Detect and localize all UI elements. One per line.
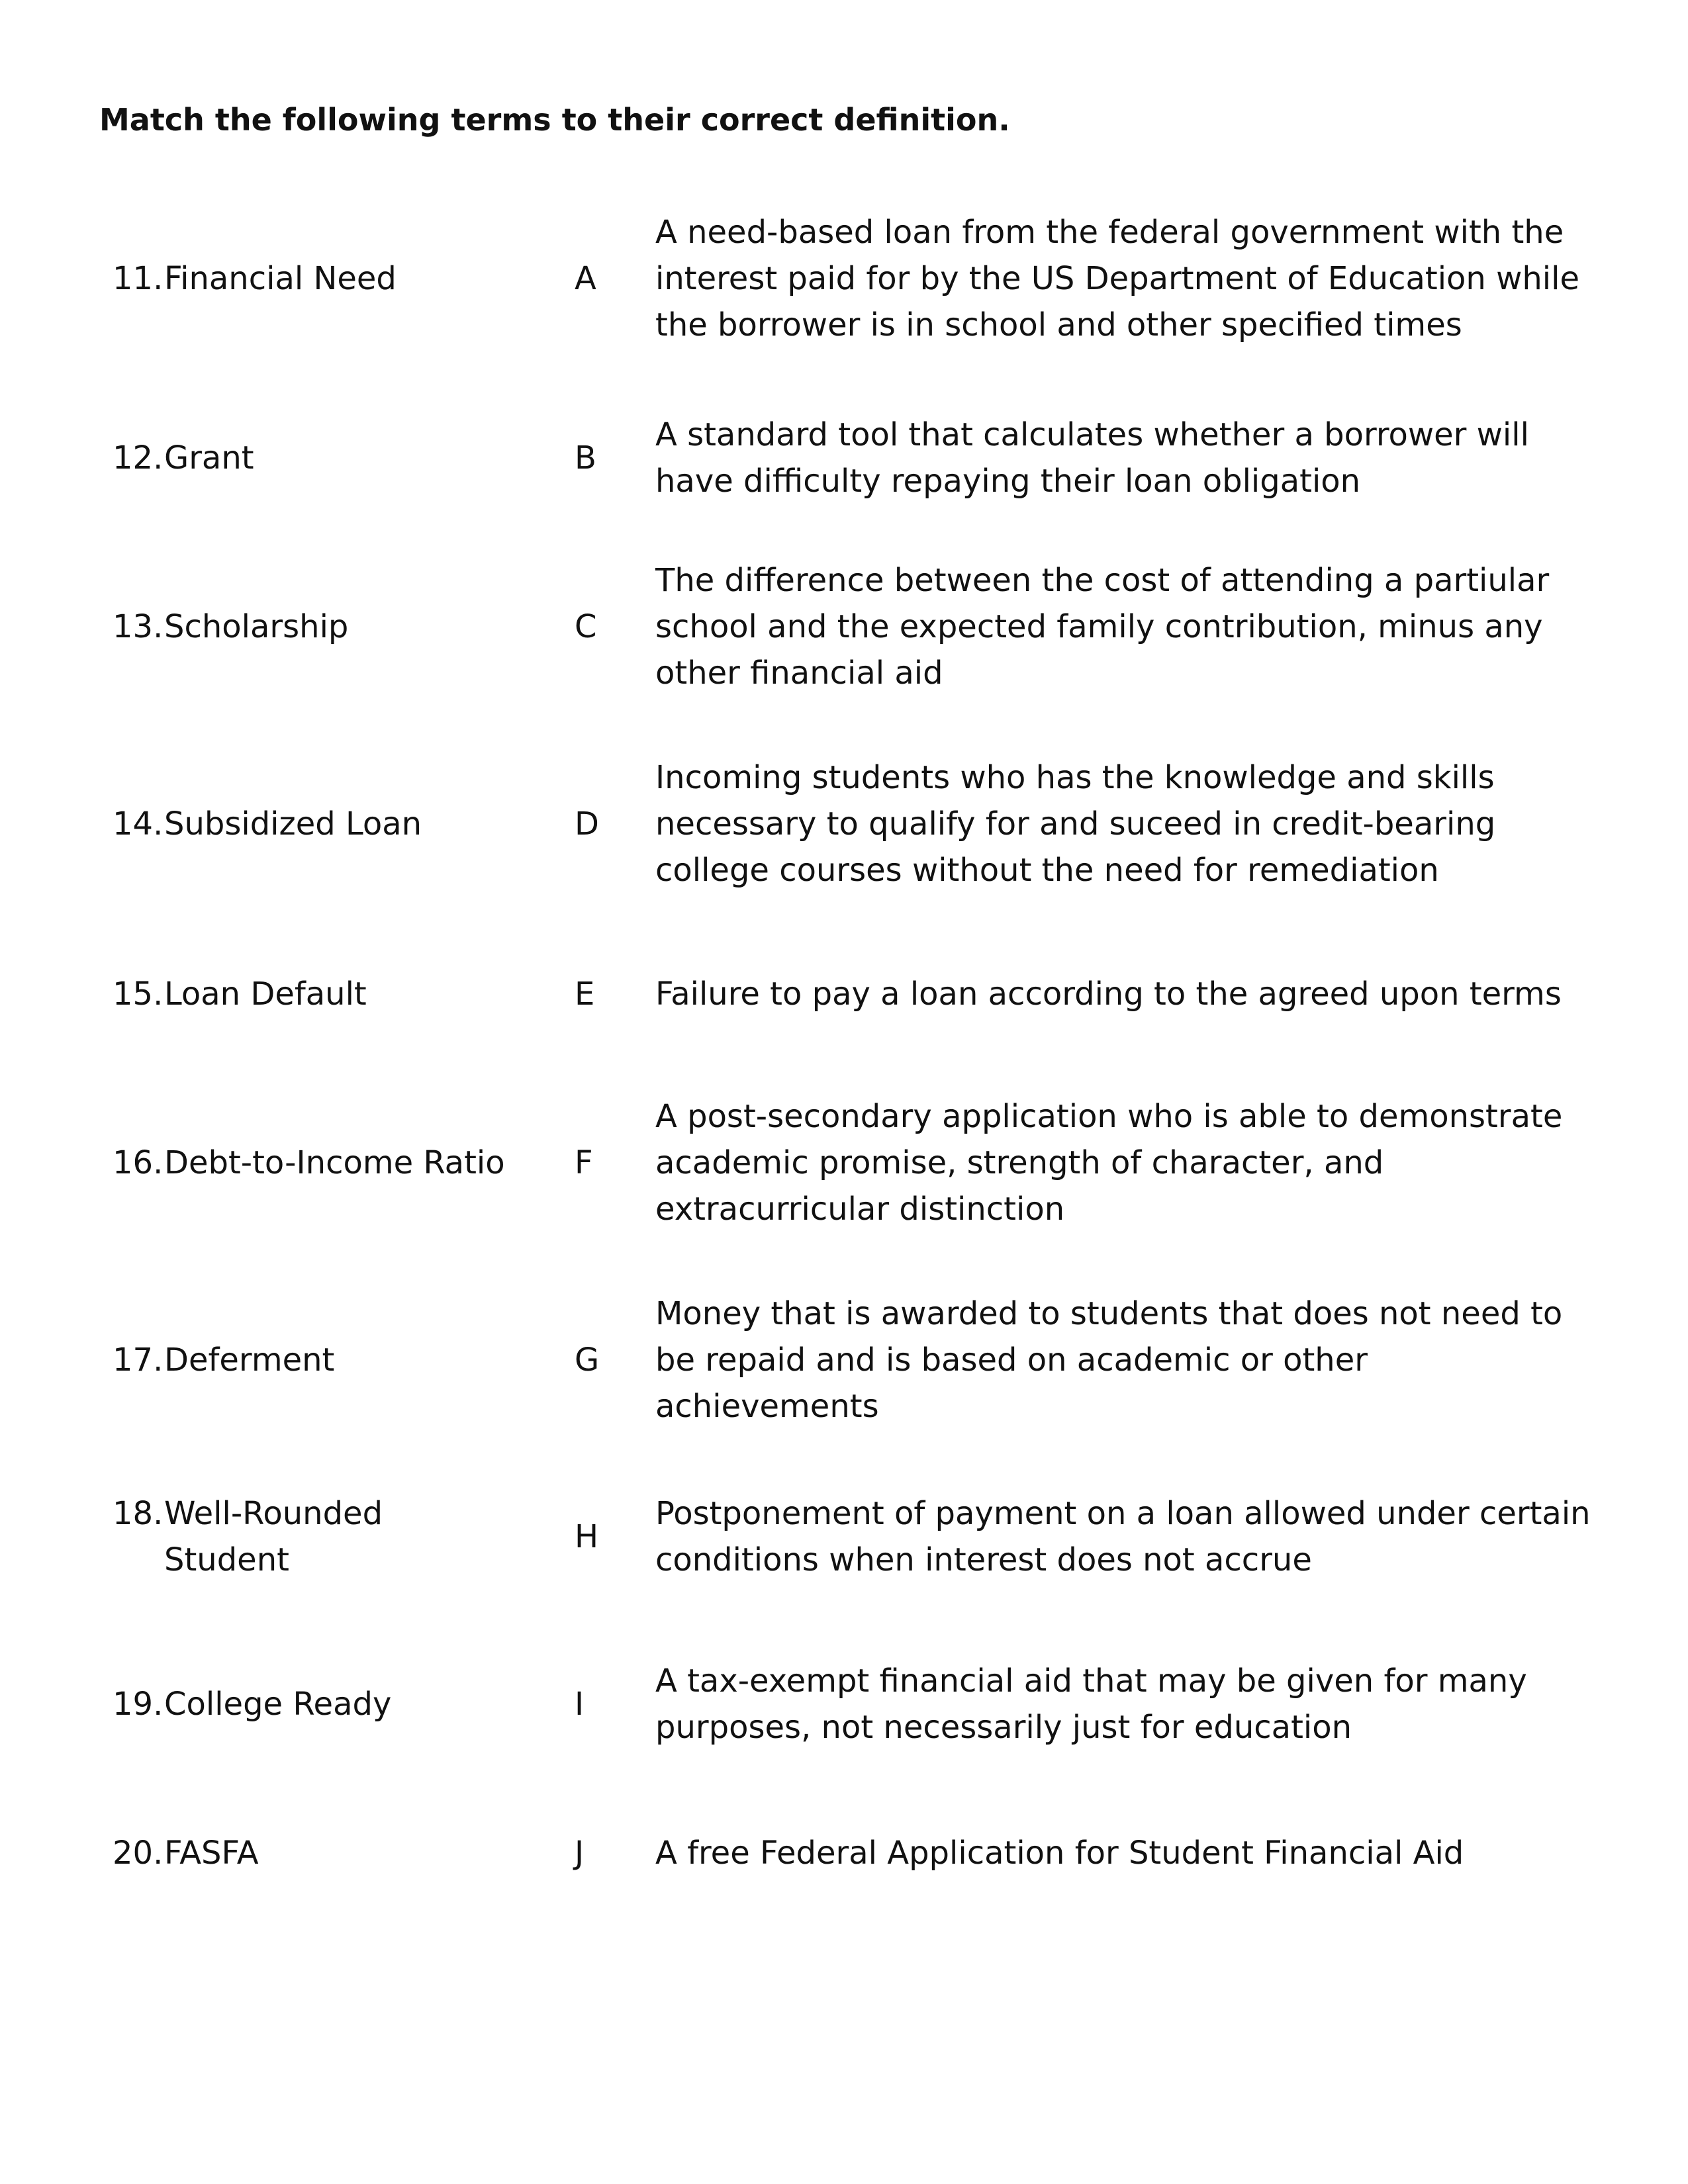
term-cell xyxy=(113,557,536,696)
definition-text: A free Federal Application for Student Financial Aid xyxy=(655,1835,1464,1872)
matching-row xyxy=(0,412,1688,504)
definition-text: The difference between the cost of attending a partiular school and the expected family contribution, minus any other financial aid xyxy=(655,562,1550,692)
term-cell xyxy=(113,1490,536,1583)
definition-text: A post-secondary application who is able to demonstrate academic promise, strength of character, and extracurricular distinction xyxy=(655,1098,1563,1228)
definition-text: Failure to pay a loan according to the agreed upon terms xyxy=(655,976,1562,1013)
definition-letter: A xyxy=(575,260,596,297)
term-cell xyxy=(113,412,536,504)
matching-row xyxy=(0,754,1688,893)
matching-row xyxy=(0,209,1688,348)
term-number: 19. xyxy=(113,1686,164,1723)
definition-text: A need-based loan from the federal government with the interest paid for by the US Department of Education while the borrower is in school and other specified times xyxy=(655,214,1579,343)
definition-letter: F xyxy=(575,1144,593,1181)
definition-text: A standard tool that calculates whether a borrower will have difficulty repaying their loan obligation xyxy=(655,416,1529,500)
definition-text: Money that is awarded to students that does not need to be repaid and is based on academic or other achievements xyxy=(655,1295,1563,1425)
term-number: 12. xyxy=(113,439,164,477)
definition-letter: G xyxy=(575,1342,600,1379)
definition-text: A tax-exempt financial aid that may be given for many purposes, not necessarily just for education xyxy=(655,1662,1527,1746)
term-cell xyxy=(113,948,536,1040)
matching-row xyxy=(0,1658,1688,1751)
term-name: Grant xyxy=(164,439,254,477)
term-cell xyxy=(113,209,536,348)
definition-letter: J xyxy=(575,1835,585,1872)
definition-letter: H xyxy=(575,1518,599,1555)
term-cell xyxy=(113,1830,536,1876)
definition-letter: C xyxy=(575,608,597,645)
definition-letter: I xyxy=(575,1686,585,1723)
term-name: Well-Rounded Student xyxy=(164,1495,383,1578)
term-number: 11. xyxy=(113,260,164,297)
matching-row xyxy=(0,1830,1688,1876)
definition-text: Incoming students who has the knowledge and skills necessary to qualify for and suceed in credit-bearing college courses without the need for remediation xyxy=(655,759,1496,889)
matching-row xyxy=(0,1093,1688,1232)
term-number: 14. xyxy=(113,805,164,842)
term-name: Deferment xyxy=(164,1342,335,1379)
matching-row xyxy=(0,557,1688,696)
term-name: Subsidized Loan xyxy=(164,805,422,842)
term-cell xyxy=(113,1658,536,1751)
term-number: 15. xyxy=(113,976,164,1013)
term-number: 20. xyxy=(113,1835,164,1872)
term-number: 17. xyxy=(113,1342,164,1379)
definition-letter: E xyxy=(575,976,595,1013)
matching-row xyxy=(0,948,1688,1040)
term-name: College Ready xyxy=(164,1686,392,1723)
term-name: Loan Default xyxy=(164,976,367,1013)
matching-row xyxy=(0,1490,1688,1583)
term-name: Financial Need xyxy=(164,260,397,297)
term-number: 16. xyxy=(113,1144,164,1181)
term-cell xyxy=(113,754,536,893)
term-number: 13. xyxy=(113,608,164,645)
definition-text: Postponement of payment on a loan allowed under certain conditions when interest does not accrue xyxy=(655,1495,1591,1578)
term-name: Scholarship xyxy=(164,608,349,645)
term-name: FASFA xyxy=(164,1835,259,1872)
term-cell xyxy=(113,1093,536,1232)
definition-letter: D xyxy=(575,805,599,842)
term-number: 18. xyxy=(113,1495,164,1532)
term-cell xyxy=(113,1291,536,1430)
definition-letter: B xyxy=(575,439,596,477)
instructions-heading: Match the following terms to their correct definition. xyxy=(99,102,1010,138)
matching-row xyxy=(0,1291,1688,1430)
term-name: Debt-to-Income Ratio xyxy=(164,1144,505,1181)
